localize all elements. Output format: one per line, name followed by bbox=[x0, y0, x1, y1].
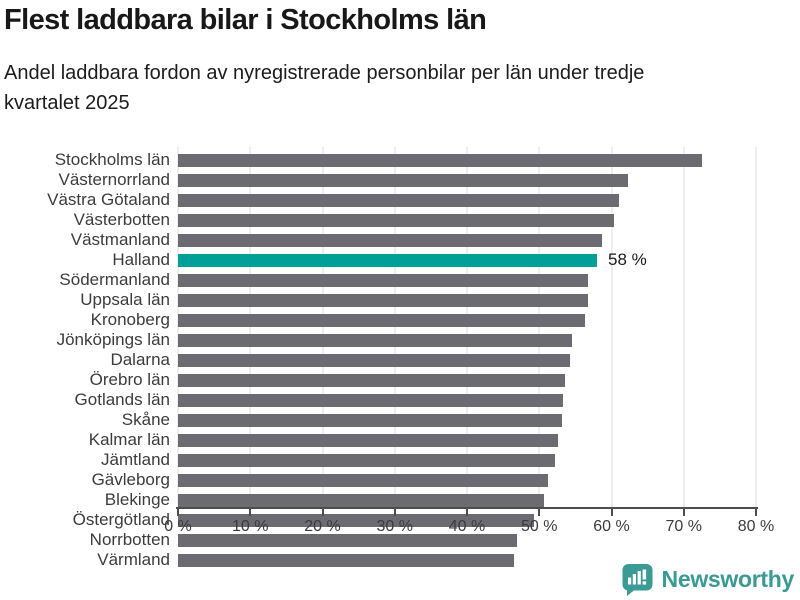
bar-track bbox=[178, 250, 756, 270]
bar-track bbox=[178, 270, 756, 290]
newsworthy-logo[interactable] bbox=[621, 563, 794, 596]
bar bbox=[178, 294, 588, 307]
category-label: Kronoberg bbox=[90, 310, 170, 329]
bar bbox=[178, 394, 563, 407]
category-label: Västernorrland bbox=[58, 170, 170, 189]
bar-row bbox=[0, 290, 756, 310]
tick-label: 0 % bbox=[164, 518, 192, 535]
chart-subtitle bbox=[4, 58, 798, 118]
tick-label: 50 % bbox=[521, 518, 558, 535]
bar-row bbox=[0, 470, 756, 490]
category-label: Gotlands län bbox=[74, 390, 170, 409]
bar-track bbox=[178, 330, 756, 350]
category-label: Dalarna bbox=[110, 350, 170, 369]
bar bbox=[178, 414, 562, 427]
chart-subtitle-line-1: Andel laddbara fordon av nyregistrerade personbilar per län under tredje bbox=[4, 62, 645, 84]
tick-mark bbox=[538, 509, 540, 516]
newsworthy-bar-chart-icon bbox=[621, 563, 654, 596]
bar-row bbox=[0, 230, 756, 250]
chart-subtitle-line-2: kvartalet 2025 bbox=[4, 92, 130, 114]
category-label: Värmland bbox=[97, 550, 170, 569]
tick-mark bbox=[611, 509, 613, 516]
tick-label: 70 % bbox=[665, 518, 702, 535]
bar-row bbox=[0, 210, 756, 230]
bar bbox=[178, 374, 565, 387]
bar-row bbox=[0, 170, 756, 190]
bar-track bbox=[178, 150, 756, 170]
bar bbox=[178, 154, 702, 167]
category-label: Blekinge bbox=[104, 490, 170, 509]
bar-track bbox=[178, 170, 756, 190]
bar bbox=[178, 434, 558, 447]
category-label: Jönköpings län bbox=[56, 330, 170, 349]
tick-label: 80 % bbox=[737, 518, 775, 535]
bar bbox=[178, 554, 514, 567]
tick-label: 30 % bbox=[376, 518, 413, 535]
bar-track bbox=[178, 390, 756, 410]
bar-track bbox=[178, 430, 756, 450]
bar-row bbox=[0, 350, 756, 370]
category-label: Södermanland bbox=[59, 270, 170, 289]
tick-mark bbox=[322, 509, 324, 516]
bar-row bbox=[0, 390, 756, 410]
bar bbox=[178, 474, 548, 487]
bar-track bbox=[178, 470, 756, 490]
category-label: Skåne bbox=[121, 410, 170, 429]
bar-track bbox=[178, 450, 756, 470]
tick-label: 60 % bbox=[593, 518, 630, 535]
bar bbox=[178, 494, 544, 507]
category-label: Uppsala län bbox=[80, 290, 170, 309]
category-label: Halland bbox=[112, 250, 170, 269]
tick-mark bbox=[394, 509, 396, 516]
category-label: Jämtland bbox=[101, 450, 170, 469]
x-axis bbox=[164, 507, 775, 543]
bar-row bbox=[0, 450, 756, 470]
bar-row bbox=[0, 310, 756, 330]
bar-track bbox=[178, 310, 756, 330]
bar bbox=[178, 234, 602, 247]
bar bbox=[178, 314, 585, 327]
tick-mark bbox=[466, 509, 468, 516]
category-label: Norrbotten bbox=[89, 530, 170, 549]
category-label: Kalmar län bbox=[88, 430, 170, 449]
value-label: 58 % bbox=[608, 250, 647, 269]
bar-row bbox=[0, 330, 756, 350]
bar-track bbox=[178, 190, 756, 210]
bar-row bbox=[0, 150, 756, 170]
tick-mark bbox=[249, 509, 251, 516]
bar-row bbox=[0, 370, 756, 390]
bar-row bbox=[0, 190, 756, 210]
bar-row bbox=[0, 430, 756, 450]
bar bbox=[178, 334, 572, 347]
bar bbox=[178, 194, 619, 207]
brand-name: Newsworthy bbox=[661, 566, 794, 592]
category-label: Västra Götaland bbox=[47, 190, 170, 209]
bar bbox=[178, 274, 588, 287]
bar-track bbox=[178, 350, 756, 370]
bar bbox=[178, 454, 555, 467]
category-label: Östergötland bbox=[72, 510, 170, 529]
category-label: Västerbotten bbox=[73, 210, 170, 229]
category-label: Örebro län bbox=[89, 370, 170, 389]
tick-label: 10 % bbox=[232, 518, 269, 535]
bar-track bbox=[178, 290, 756, 310]
tick-mark bbox=[683, 509, 685, 516]
category-label: Stockholms län bbox=[54, 150, 170, 169]
tick-mark bbox=[177, 509, 179, 516]
bar-track bbox=[178, 230, 756, 250]
tick-label: 40 % bbox=[448, 518, 486, 535]
category-label: Västmanland bbox=[70, 230, 170, 249]
bar-row bbox=[0, 270, 756, 290]
bar bbox=[178, 174, 628, 187]
bar-track bbox=[178, 210, 756, 230]
category-label: Gävleborg bbox=[91, 470, 170, 489]
bar-row bbox=[0, 410, 756, 430]
bar-highlighted bbox=[178, 254, 597, 267]
tick-mark bbox=[755, 509, 757, 516]
tick-label: 20 % bbox=[304, 518, 341, 535]
bar bbox=[178, 214, 614, 227]
bar bbox=[178, 354, 570, 367]
chart-title: Flest laddbara bilar i Stockholms län bbox=[4, 4, 487, 36]
bar-track bbox=[178, 410, 756, 430]
bar-track bbox=[178, 370, 756, 390]
bar-row bbox=[0, 250, 756, 270]
